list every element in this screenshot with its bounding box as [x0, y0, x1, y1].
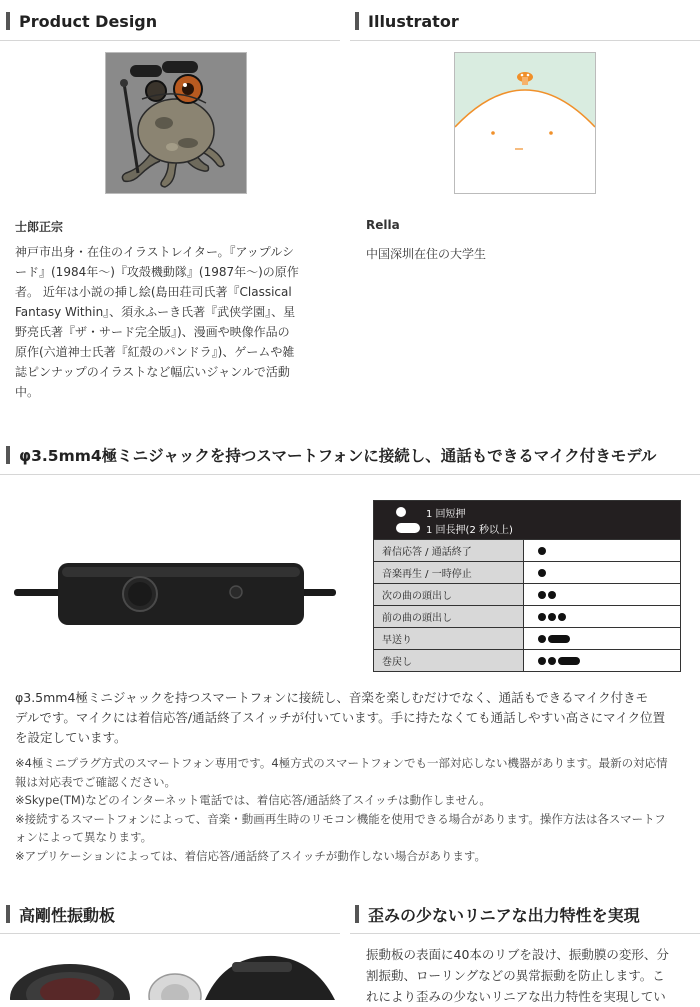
octopus-character-illustration — [106, 53, 246, 193]
note-line: ※接続するスマートフォンによって、音楽・動画再生時のリモコン機能を使用できる場合があります。操作方法は各スマートフ — [15, 811, 666, 826]
heading-bar — [355, 905, 359, 923]
long-press-pill-icon — [558, 657, 580, 665]
bio-line: 者。 近年は小説の挿し絵(島田荘司氏著『Classical — [15, 285, 292, 299]
section-heading-mic-model — [6, 443, 656, 467]
legend-short: 1 回短押 — [426, 509, 466, 520]
round-character-illustration — [455, 53, 595, 193]
table-row — [374, 539, 680, 561]
press-pattern — [524, 650, 680, 671]
row-label: 着信応答 / 通話終了 — [374, 540, 524, 561]
table-legend — [374, 501, 680, 539]
row-label: 早送り — [374, 628, 524, 649]
note-line: ※Skype(TM)などのインターネット電話では、着信応答/通話終了スイッチは動作しません。 — [15, 793, 491, 807]
note-line: 報は対応表でご確認ください。 — [15, 774, 176, 789]
designer-name: 士郎正宗 — [15, 220, 64, 234]
divider — [350, 40, 700, 41]
designer-bio — [15, 242, 345, 402]
press-pattern — [524, 628, 680, 649]
bio-line: 原作(六道神士氏著『紅殻のパンドラ』)、ゲームや雑 — [15, 345, 295, 359]
short-press-dot-icon — [396, 507, 406, 517]
paragraph-line: 振動板の表面に40本のリブを設け、振動膜の変形、分 — [366, 947, 669, 962]
short-press-dot-icon — [548, 657, 556, 665]
heading-text: 高剛性振動板 — [19, 905, 116, 925]
table-row — [374, 583, 680, 605]
bio-line: ード』(1984年～)『攻殻機動隊』(1987年～)の原作 — [15, 265, 299, 279]
section-heading-linear-output — [355, 902, 640, 926]
section-heading-rigid-diaphragm — [6, 902, 115, 926]
heading-bar — [6, 12, 10, 30]
short-press-dot-icon — [538, 591, 546, 599]
heading-bar — [6, 446, 10, 464]
section-heading-product-design — [6, 9, 157, 33]
designer-portrait — [105, 52, 247, 194]
paragraph-line: 割振動、ローリングなどの異常振動を防止します。こ — [366, 968, 665, 983]
divider — [0, 933, 340, 934]
inline-remote-illustration — [14, 555, 336, 635]
table-row — [374, 627, 680, 649]
row-label: 前の曲の頭出し — [374, 606, 524, 627]
notes — [15, 754, 690, 865]
bio-line: Fantasy Within』、須永ふーき氏著『武侠学園』、星 — [15, 305, 296, 319]
illustrator-name: Rella — [366, 218, 400, 232]
diaphragm-image — [0, 948, 340, 1000]
heading-text: Product Design — [19, 11, 158, 31]
section-heading-illustrator — [355, 9, 459, 33]
press-pattern — [524, 606, 680, 627]
illustrator-bio: 中国深圳在住の大学生 — [366, 247, 487, 261]
short-press-dot-icon — [538, 569, 546, 577]
table-row — [374, 605, 680, 627]
press-pattern — [524, 584, 680, 605]
paragraph-line: を設定しています。 — [15, 730, 127, 745]
divider — [350, 933, 700, 934]
table-row — [374, 649, 680, 671]
heading-text: φ3.5mm4極ミニジャックを持つスマートフォンに接続し、通話もできるマイク付きモデル — [19, 447, 657, 465]
short-press-dot-icon — [548, 591, 556, 599]
long-press-pill-icon — [548, 635, 570, 643]
short-press-dot-icon — [538, 657, 546, 665]
note-line: ※4極ミニプラグ方式のスマートフォン専用です。4極方式のスマートフォンでも一部対応しない機器があります。最新の対応情 — [15, 756, 668, 770]
bio-line: 中。 — [15, 385, 40, 399]
short-press-dot-icon — [538, 613, 546, 621]
row-label: 次の曲の頭出し — [374, 584, 524, 605]
bio-line: 誌ピンナップのイラストなど幅広いジャンルで活動 — [15, 365, 290, 379]
divider — [0, 40, 340, 41]
short-press-dot-icon — [558, 613, 566, 621]
earphone-parts-illustration — [0, 948, 340, 1000]
press-pattern — [524, 540, 680, 561]
row-label: 音楽再生 / 一時停止 — [374, 562, 524, 583]
long-press-pill-icon — [396, 523, 420, 533]
remote-control-image — [14, 555, 336, 635]
short-press-dot-icon — [548, 613, 556, 621]
paragraph-line: φ3.5mm4極ミニジャックを持つスマートフォンに接続し、音楽を楽しむだけでなく、通話もできるマイク付きモ — [15, 690, 649, 705]
remote-operation-table — [373, 500, 681, 672]
mic-description — [15, 688, 690, 748]
table-row — [374, 561, 680, 583]
divider — [0, 474, 700, 475]
row-label: 巻戻し — [374, 650, 524, 671]
note-line: ※アプリケーションによっては、着信応答/通話終了スイッチが動作しない場合があります。 — [15, 848, 486, 863]
heading-bar — [6, 905, 10, 923]
illustrator-artwork — [454, 52, 596, 194]
bio-line: 野亮氏著『ザ・サード完全版』)、漫画や映像作品の — [15, 325, 290, 339]
short-press-dot-icon — [538, 547, 546, 555]
legend-long: 1 回長押(2 秒以上) — [426, 525, 513, 536]
linear-output-text — [366, 944, 696, 1007]
note-line: ォンによって異なります。 — [15, 830, 153, 844]
bio-line: 神戸市出身・在住のイラストレイター。『アップルシ — [15, 245, 294, 259]
heading-text: Illustrator — [368, 11, 459, 31]
press-pattern — [524, 562, 680, 583]
heading-text: 歪みの少ないリニアな出力特性を実現 — [368, 905, 640, 925]
heading-bar — [355, 12, 359, 30]
paragraph-line: デルです。マイクには着信応答/通話終了スイッチが付いています。手に持たなくても通話しやすい高さにマイク位置 — [15, 710, 666, 725]
short-press-dot-icon — [538, 635, 546, 643]
paragraph-line: れにより歪みの少ないリニアな出力特性を実現してい — [366, 989, 666, 1004]
